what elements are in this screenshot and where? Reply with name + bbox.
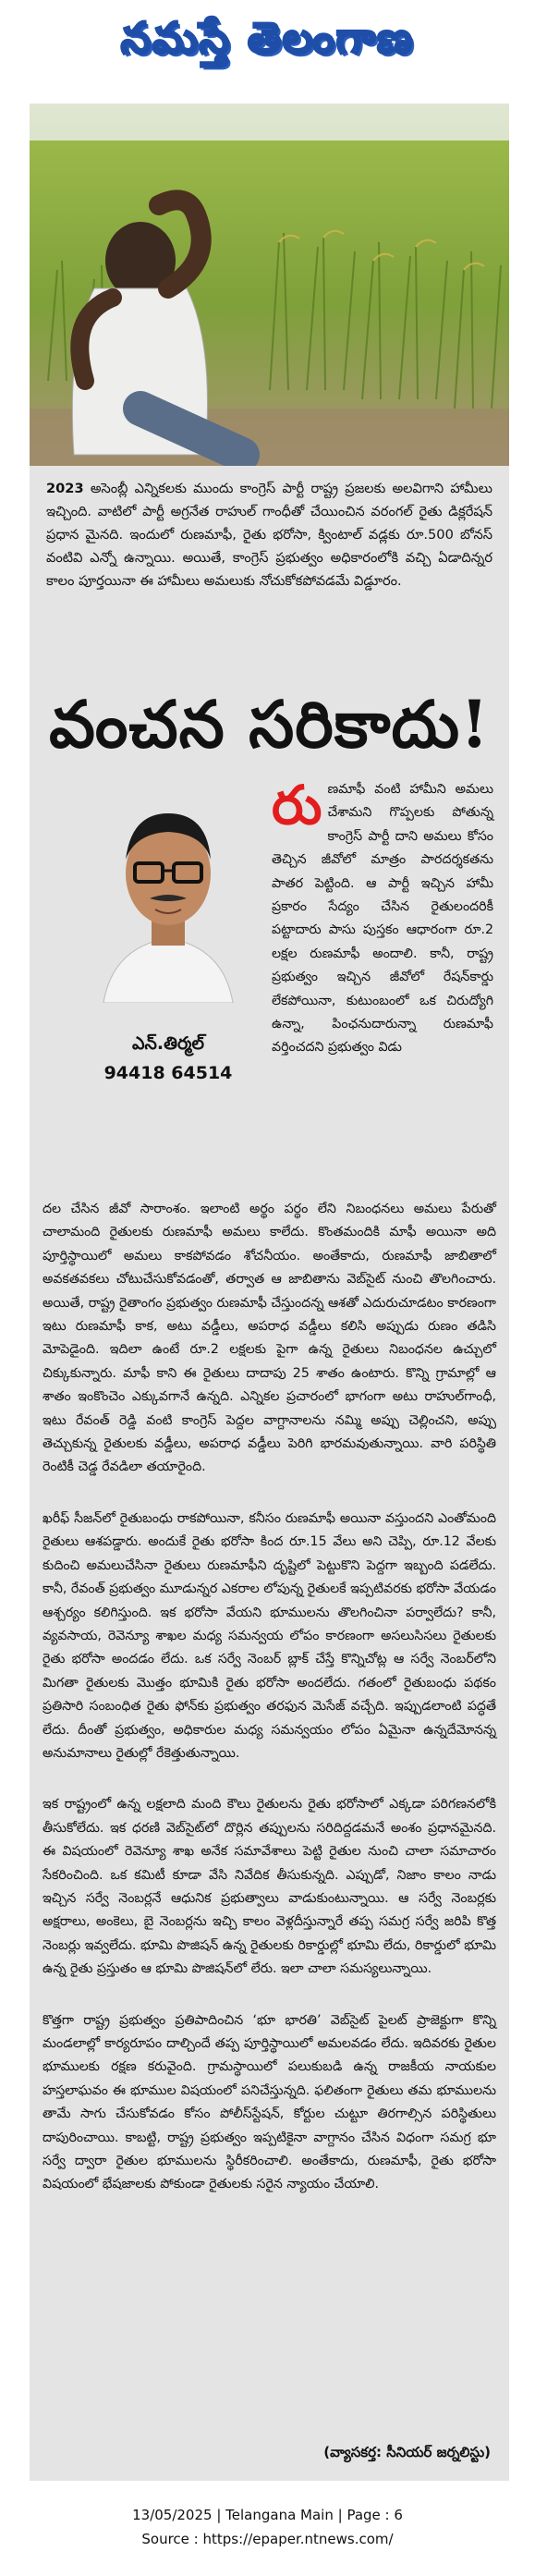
author-photo xyxy=(94,786,242,1003)
footer-edition-info: 13/05/2025 | Telangana Main | Page : 6 xyxy=(132,2507,403,2523)
byline: (వ్యాసకర్త: సీనియర్ జర్నలిస్టు) xyxy=(323,2444,491,2460)
body-paragraph: దల చేసిన జీవో సారాంశం. ఇలాంటి అర్థం పర్థం లేని నిబంధనలు అమలు పేరుతో చాలామంది రైతులకు రుణమాఫీ అమలు కాలేదు. కొంతమందికి మాఫీ అయినా అది పూర్తిస్థాయిలో అమలు కాకపోవడం శోచనీయం. అంతేకాదు, రుణమాఫీ జాబితాలో అవకతవకలు చోటుచేసుకోవడంతో, తర్వాత ఆ జాబితాను వెబ్‌సైట్ నుంచి తొలగించారు. అయితే, రాష్ట్ర రైతాంగం ప్రభుత్వం రుణమాఫీ చేస్తుందన్న ఆశతో ఎదురుచూడటం కారణంగా ఇటు రుణమాఫీ కాక, అటు వడ్డీలు, అపరాధ వడ్డీలు కలిసి అప్పుడు రుణం తడిసి మోపెడైంది. ఇదిలా ఉంటే రూ.2 లక్షలకు పైగా ఉన్న రైతులు నిబంధనల ఉచ్చులో చిక్కుకున్నారు. మాఫీ కాని ఈ రైతులు దాదాపు 25 శాతం ఉంటారు. కొన్ని గ్రామాల్లో ఆ శాతం ఇంకొంచెం ఎక్కువగానే ఉన్నది. ఎన్నికల ప్రచారంలో భాగంగా అటు రాహుల్‌గాంధీ, ఇటు రేవంత్ రెడ్డి వంటి కాంగ్రెస్ పెద్దల వాగ్దానాలను నమ్మి అప్పు చెల్లించని, అప్పు తెచ్చుకున్న రైతులకు వడ్డీలు, అపరాధ వడ్డీలు పెరిగి భారమవుతున్నాయి. వారి పరిస్థితి రెంటికీ చెడ్డ రేవడిలా తయారైంది. xyxy=(43,1202,496,1475)
lead-text: ణమాఫీ వంటి హామీని అమలు చేశామని గొప్పలకు పోతున్న కాంగ్రెస్ పార్టీ దాని అమలు కోసం తెచ్చిన జీవోలో మాత్రం పారదర్శకతను పాతర పెట్టింది. ఆ పార్టీ ఇచ్చిన హామీ ప్రకారం సేద్యం చేసిన రైతులందరికీ పట్టాదారు పాసు పుస్తకం ఆధారంగా రూ.2 లక్షల రుణమాఫీ అందాలి. కానీ, రాష్ట్ర ప్రభుత్వం ఇచ్చిన జీవోలో రేషన్‌కార్డు లేకపోయినా, కుటుంబంలో ఒక చిరుద్యోగి ఉన్నా, పింఛనుదారున్నా రుణమాఫీ వర్తించదని ప్రభుత్వం విడు xyxy=(272,782,493,1056)
intro-text: అసెంబ్లీ ఎన్నికలకు ముందు కాంగ్రెస్ పార్టీ రాష్ట్ర ప్రజలకు అలవిగాని హామీలు ఇచ్చింది. వాటిలో పార్టీ అగ్రనేత రాహుల్ గాంధీతో చేయించిన వరంగల్ రైతు డిక్లరేషన్ ప్రధాన మైనది. ఇందులో రుణమాఫీ, రైతు భరోసా, క్వింటాల్ వడ్లకు రూ.500 బోనస్ వంటివి ఎన్నో ఉన్నాయి. అయితే, కాంగ్రెస్ ప్రభుత్వం అధికారంలోకి వచ్చి ఏడాదిన్నర కాలం పూర్తయినా ఈ హామీలు అమలుకు నోచుకోకపోవడమే విడ్డూరం. xyxy=(46,481,492,589)
article-lead-column xyxy=(272,774,493,1060)
newspaper-logo: నమస్తే తెలంగాణ xyxy=(120,13,415,63)
intro-year: 2023 xyxy=(46,481,84,496)
article-body xyxy=(43,1198,496,2197)
footer xyxy=(0,2503,535,2551)
footer-source[interactable]: Source : https://epaper.ntnews.com/ xyxy=(141,2531,394,2547)
author-phone: 94418 64514 xyxy=(103,1063,233,1083)
body-paragraph: ఖరీఫ్ సీజన్‌లో రైతుబంధు రాకపోయినా, కనీసం రుణమాఫీ అయినా వస్తుందని ఎంతోమంది రైతులు ఆశపడ్డారు. అందుకే రైతు భరోసా కింద రూ.15 వేలు అని చెప్పి, రూ.12 వేలకు కుదించి అమలుచేసినా రైతులు రుణమాఫీని దృష్టిలో పెట్టుకొని పెద్దగా ఇబ్బంది పడలేదు. కానీ, రేవంత్ ప్రభుత్వం మూడున్నర ఎకరాల లోపున్న రైతులకే ఇప్పటివరకు భరోసా వేయడం ఆశ్చర్యం కలిగిస్తుంది. ఇక భరోసా వేయని భూములను తొలగించినా పర్వాలేదు? కానీ, వ్యవసాయ, రెవెన్యూ శాఖల మధ్య సమన్వయ లోపం కారణంగా అసలుసిసలు రైతులకు రైతు భరోసా అందడం లేదు. ఒక సర్వే నెంబర్ బ్లాక్ చేస్తే కొన్నిచోట్ల ఆ సర్వే నెంబర్‌లోని మిగతా రైతులకు మొత్తం భూమికి రైతు భరోసా అందలేదు. గతంలో రైతుబంధు పథకం ప్రతిసారి సంబంధిత రైతు ఫోన్‌కు ప్రభుత్వం తరఫున మెసేజ్ వచ్చేది. ఇప్పుడలాంటి పద్ధతే లేదు. దీంతో ప్రభుత్వం, అధికారుల మధ్య సమన్వయం లోపం ఏమైనా ఉన్నదేమోనన్న అనుమానాలు రైతుల్లో రేకెత్తుతున్నాయి. xyxy=(43,1510,496,1761)
dropcap: రు xyxy=(272,774,322,836)
author-box xyxy=(76,786,261,1183)
body-paragraph: కొత్తగా రాష్ట్ర ప్రభుత్వం ప్రతిపాదించిన ‘భూ భారతి’ వెబ్‌సైట్ పైలట్ ప్రాజెక్టుగా కొన్ని మండలాల్లో కార్యరూపం దాల్చిందే తప్ప పూర్తిస్థాయిలో అమలవడం లేదు. ఇదివరకు రైతుల భూములకు రక్షణ కరువైంది. గ్రామస్థాయిలో పలుకుబడి ఉన్న రాజకీయ నాయకుల హస్తలాఘవం ఈ భూముల విషయంలో పనిచేస్తున్నది. ఫలితంగా రైతులు తమ భూములను తామే సాగు చేసుకోవడం కోసం పోలీస్‌స్టేషన్, కోర్టుల చుట్టూ తిరగాల్సిన పరిస్థితులు దాపురించాయి. కాబట్టి, రాష్ట్ర ప్రభుత్వం ఇప్పటికైనా వాగ్దానం చేసిన విధంగా సమగ్ర భూ సర్వే ద్వారా రైతుల భూములను స్థిరీకరించాలి. అంతేకాదు, రుణమాఫీ, రైతు భరోసా విషయంలో భేషజాలకు పోకుండా రైతులకు సరైన న్యాయం చేయాలి. xyxy=(43,2012,496,2192)
intro-summary xyxy=(46,477,492,592)
article xyxy=(30,466,509,2481)
headline: వంచన సరికాదు! xyxy=(49,686,490,763)
body-paragraph: ఇక రాష్ట్రంలో ఉన్న లక్షలాది మంది కౌలు రైతులను రైతు భరోసాలో ఎక్కడా పరిగణనలోకి తీసుకోలేదు. ఇక ధరణి వెబ్‌సైట్‌లో దొర్లిన తప్పులను సరిదిద్దడమనే అంశం ప్రధానమైనది. ఈ విషయంలో రెవెన్యూ శాఖ అనేక సమావేశాలు పెట్టి రైతుల నుంచి చాలా సమాచారం సేకరించింది. ఒక కమిటీ కూడా వేసి నివేదిక తీసుకున్నది. ఎప్పుడో, నిజాం కాలం నాడు ఇచ్చిన సర్వే నెంబర్లనే ఆధునిక ప్రభుత్వాలు వాడుకుంటున్నాయి. ఆ సర్వే నెంబర్లకు అక్షరాలు, అంకెలు, బై నెంబర్లను ఇచ్చి కాలం వెళ్లదీస్తున్నారే తప్ప సమగ్ర సర్వే జరిపి కొత్త నెంబర్లు ఇవ్వలేదు. భూమి పొజిషన్‌ ఉన్న రైతులకు రికార్డుల్లో భూమి లేదు, రికార్డులో భూమి ఉన్న రైతు ప్రస్తుతం ఆ భూమి పొజిషన్‌లో లేరు. ఇలా చాలా సమస్యలున్నాయి. xyxy=(43,1797,497,1977)
author-name: ఎన్.తిర్మల్ xyxy=(132,1033,204,1054)
masthead xyxy=(0,0,535,100)
farmer-photo xyxy=(30,104,509,466)
